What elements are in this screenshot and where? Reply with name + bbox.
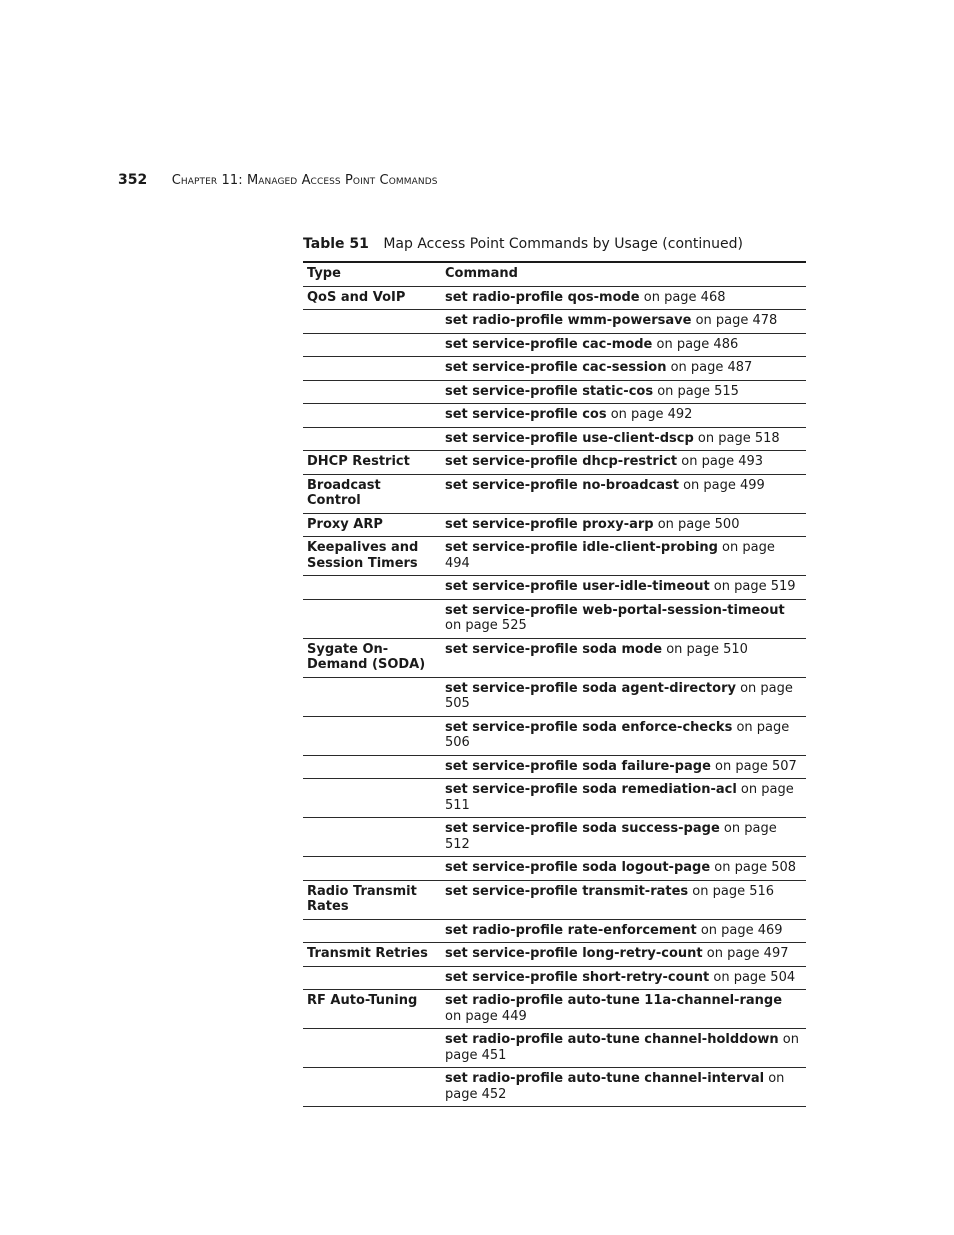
command-name: set radio-profile auto-tune 11a-channel-range (445, 993, 783, 1008)
type-cell (303, 404, 441, 428)
command-name: set service-profile soda mode (445, 641, 663, 657)
page-reference: on page 515 (653, 383, 739, 399)
table-row (303, 1068, 806, 1107)
page-reference: on page 493 (677, 454, 764, 469)
page-reference: on page 508 (710, 860, 797, 875)
table-caption-label: Table 51 (303, 236, 369, 252)
command-name: set service-profile idle-client-probing (445, 540, 718, 555)
table-row (303, 857, 806, 881)
command-name: set service-profile soda failure-page (445, 758, 711, 774)
command-cell (441, 677, 806, 716)
command-name: set service-profile cac-mode (445, 336, 653, 352)
page-reference: on page 499 (678, 477, 765, 493)
page-reference: on page 478 (691, 313, 778, 328)
command-name: set service-profile soda logout-page (445, 860, 711, 875)
table-row (303, 513, 806, 537)
page-reference: on page 510 (662, 641, 748, 657)
commands-table (303, 261, 806, 1107)
table-row (303, 576, 806, 600)
type-cell: Proxy ARP (303, 513, 441, 537)
command-name: set radio-profile rate-enforcement (445, 922, 697, 938)
table-row (303, 919, 806, 943)
command-cell (441, 576, 806, 600)
command-cell (441, 990, 806, 1029)
table-row (303, 677, 806, 716)
command-cell (441, 357, 806, 381)
page-reference: on page 452 (445, 1071, 785, 1102)
command-cell (441, 966, 806, 990)
command-cell (441, 919, 806, 943)
type-cell (303, 380, 441, 404)
table-row (303, 990, 806, 1029)
page-reference: on page 518 (693, 430, 780, 446)
page-reference: on page 486 (652, 336, 739, 352)
type-cell (303, 1029, 441, 1068)
command-cell (441, 857, 806, 881)
command-cell (441, 286, 806, 310)
type-cell: Sygate On-Demand (SODA) (303, 638, 441, 677)
table-row (303, 451, 806, 475)
type-cell: Keepalives and Session Timers (303, 537, 441, 576)
command-cell (441, 599, 806, 638)
page-header (118, 172, 438, 189)
table-row (303, 716, 806, 755)
command-cell (441, 474, 806, 513)
command-cell (441, 1029, 806, 1068)
page-reference: on page 500 (653, 516, 740, 532)
type-cell (303, 333, 441, 357)
table-row (303, 779, 806, 818)
type-cell (303, 919, 441, 943)
page-reference: on page 519 (709, 579, 796, 594)
command-cell (441, 537, 806, 576)
command-name: set service-profile cos (445, 407, 607, 422)
command-cell (441, 404, 806, 428)
table-row (303, 427, 806, 451)
command-cell (441, 755, 806, 779)
command-name: set service-profile transmit-rates (445, 883, 689, 899)
command-cell (441, 716, 806, 755)
command-cell (441, 779, 806, 818)
page-reference: on page 497 (702, 946, 789, 961)
type-cell: Transmit Retries (303, 943, 441, 967)
command-name: set service-profile soda success-page (445, 821, 720, 836)
command-name: set service-profile short-retry-count (445, 969, 710, 985)
command-name: set radio-profile qos-mode (445, 289, 640, 305)
type-cell: Broadcast Control (303, 474, 441, 513)
command-cell (441, 310, 806, 334)
page-number: 352 (118, 172, 148, 188)
table-row (303, 880, 806, 919)
type-cell (303, 677, 441, 716)
type-cell (303, 716, 441, 755)
command-name: set service-profile static-cos (445, 383, 654, 399)
page-reference: on page 511 (445, 782, 794, 813)
command-name: set radio-profile auto-tune channel-interval (445, 1071, 765, 1086)
table-caption (303, 236, 743, 252)
command-cell (441, 333, 806, 357)
command-cell (441, 818, 806, 857)
page-reference: on page 451 (445, 1032, 799, 1063)
command-cell (441, 451, 806, 475)
table-row (303, 943, 806, 967)
command-cell (441, 513, 806, 537)
page-reference: on page 494 (445, 540, 775, 571)
column-header-type: Type (303, 262, 441, 286)
type-cell (303, 427, 441, 451)
type-cell (303, 1068, 441, 1107)
command-cell (441, 427, 806, 451)
page-reference: on page 507 (710, 758, 797, 774)
page-reference: on page 504 (709, 969, 796, 985)
type-cell (303, 966, 441, 990)
type-cell (303, 818, 441, 857)
type-cell: DHCP Restrict (303, 451, 441, 475)
command-name: set radio-profile wmm-powersave (445, 313, 692, 328)
table-row (303, 380, 806, 404)
table-caption-text: Map Access Point Commands by Usage (continued) (383, 236, 743, 252)
type-cell (303, 357, 441, 381)
table-row (303, 755, 806, 779)
chapter-title: Chapter 11: Managed Access Point Commands (171, 173, 438, 188)
table-row (303, 537, 806, 576)
command-name: set service-profile cac-session (445, 360, 667, 375)
table-row (303, 286, 806, 310)
page-reference: on page 505 (445, 680, 793, 711)
page-reference: on page 487 (666, 360, 753, 375)
type-cell: Radio Transmit Rates (303, 880, 441, 919)
table-row (303, 966, 806, 990)
command-cell (441, 638, 806, 677)
type-cell (303, 599, 441, 638)
table-row (303, 638, 806, 677)
command-cell (441, 880, 806, 919)
type-cell (303, 576, 441, 600)
table-row (303, 333, 806, 357)
command-name: set service-profile web-portal-session-timeout (445, 602, 785, 618)
type-cell (303, 755, 441, 779)
column-header-command: Command (441, 262, 806, 286)
command-name: set service-profile soda remediation-acl (445, 782, 737, 797)
command-cell (441, 943, 806, 967)
command-name: set service-profile long-retry-count (445, 946, 703, 961)
command-cell (441, 1068, 806, 1107)
type-cell (303, 857, 441, 881)
table-row (303, 1029, 806, 1068)
command-name: set service-profile proxy-arp (445, 516, 654, 532)
table-row (303, 357, 806, 381)
command-name: set service-profile soda enforce-checks (445, 719, 733, 735)
type-cell (303, 310, 441, 334)
page-reference: on page 506 (445, 719, 790, 750)
table-row (303, 599, 806, 638)
table-row (303, 474, 806, 513)
command-name: set service-profile no-broadcast (445, 477, 679, 493)
command-name: set service-profile soda agent-directory (445, 680, 736, 696)
command-name: set radio-profile auto-tune channel-holddown (445, 1032, 779, 1047)
command-name: set service-profile dhcp-restrict (445, 454, 678, 469)
page-reference: on page 516 (688, 883, 775, 899)
type-cell: QoS and VoIP (303, 286, 441, 310)
command-name: set service-profile user-idle-timeout (445, 579, 710, 594)
command-name: set service-profile use-client-dscp (445, 430, 694, 446)
page-reference: on page 468 (639, 289, 726, 305)
table-row (303, 310, 806, 334)
command-cell (441, 380, 806, 404)
type-cell: RF Auto-Tuning (303, 990, 441, 1029)
page-reference: on page 492 (606, 407, 693, 422)
page-reference: on page 525 (445, 618, 527, 633)
table-row (303, 404, 806, 428)
page-reference: on page 469 (696, 922, 783, 938)
table-row (303, 818, 806, 857)
page-reference: on page 449 (445, 1008, 527, 1024)
page-reference: on page 512 (445, 821, 777, 852)
table-header-row (303, 262, 806, 286)
type-cell (303, 779, 441, 818)
